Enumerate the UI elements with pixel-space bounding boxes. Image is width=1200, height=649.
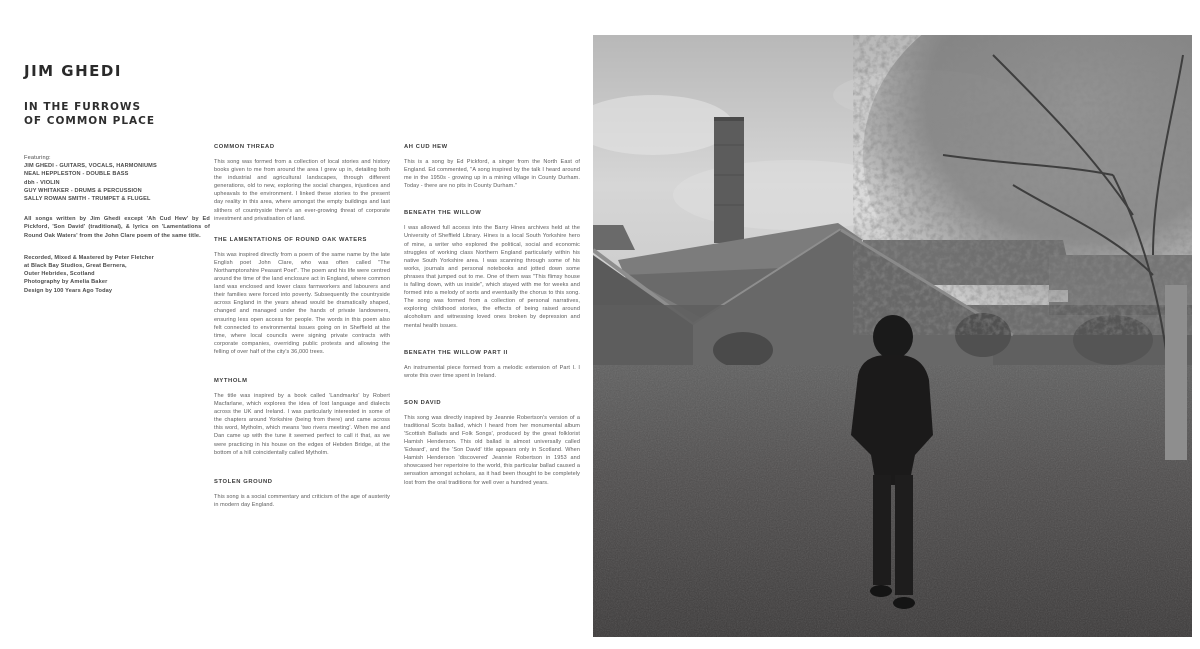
credits-column (24, 62, 210, 307)
production-credit: Recorded, Mixed & Mastered by Peter Fletcher (24, 254, 155, 261)
song-note-beneath-the-willow (404, 210, 580, 329)
song-description: This song is a social commentary and criticism of the age of austerity in modern day England. (214, 493, 390, 508)
production-credit: Design by 100 Years Ago Today (24, 287, 113, 294)
musician-credit: NEAL HEPPLESTON - DOUBLE BASS (24, 171, 129, 178)
song-note-son-david (404, 400, 580, 487)
song-note-stolen-ground (214, 479, 390, 509)
musicians-block (24, 154, 210, 203)
song-title: SON DAVID (404, 399, 442, 406)
production-credits (24, 254, 210, 295)
song-description: This was inspired directly from a poem of the same name by the late English poet John Clare, who was often called "The Northamptonshire Peasant Poet". The poem and his life were centred around the time of the land enclosure act in England, where common land was enclosed and lower class farmworkers and labourers and their families were forced into poverty. Subsequently the countryside across England in the years ahead would be dramatically shaped, changed and managed under the hands of private landowners, ensuring less open access for people. The words in this poem also felt connected to environmental issues going on in Sheffield at the time, where local councils were signing private contracts with corporate companies, overriding public protests and allowing the felling of over half of the city's 36,000 trees. (214, 251, 390, 355)
song-note-mytholm (214, 378, 390, 457)
song-note-common-thread (214, 144, 390, 223)
musician-credit: GUY WHITAKER - DRUMS & PERCUSSION (24, 187, 142, 194)
production-credit: at Black Bay Studios, Great Bernera, (24, 263, 127, 270)
production-credit: Outer Hebrides, Scotland (24, 271, 95, 278)
song-title: MYTHOLM (214, 377, 248, 384)
song-description: The title was inspired by a book called 'Landmarks' by Robert Macfarlane, which explores the idea of lost language and dialects across the UK and Ireland. I was particularly interested in some of the chapters around Yorkshire (being from there) and came across this word, Mytholm, which means 'two rivers meeting'. When me and Dan came up with the tune it seemed perfect to call it that, as we were practicing in his house on the edges of Hebden Bridge, at the bottom of a hill coincidentally called Mytholm. (214, 392, 390, 456)
song-title: COMMON THREAD (214, 144, 275, 150)
tree-trunk (1165, 285, 1187, 460)
song-title: AH CUD HEW (404, 144, 448, 150)
person-walking-in-field-photo (593, 35, 1192, 637)
song-description: This song was directly inspired by Jeannie Robertson's version of a traditional Scots ballad, which I heard from her monumental album 'Scottish Ballads and Folk Songs', produced by the great folklorist Hamish Henderson. This old ballad is almost universally called 'Edward', and the 'Son David' title appears only in Scotland. When Hamish Henderson 'discovered' Jeannie Robertson in 1953 and showcased her repertoire to the world, this particular ballad caused a sensation amongst scholars, as it had been thought to be completely lost from the oral traditions for well over a hundred years. (404, 414, 580, 486)
album-title (24, 100, 210, 128)
song-note-beneath-the-willow-part-ii (404, 350, 580, 380)
song-description: An instrumental piece formed from a melodic extension of Part I. I wrote this over time spent in Ireland. (404, 364, 580, 379)
song-description: This is a song by Ed Pickford, a singer from the North East of England. Ed commented, "A song inspired by the talk I heard around me in the 1950s - growing up in a mining village in County Durham. Today - there are no pits in County Durham." (404, 159, 580, 190)
album-title-line-2: OF COMMON PLACE (24, 115, 156, 127)
credits-block (24, 154, 210, 295)
songwriting-credit: All songs written by Jim Ghedi except 'Ah Cud Hew' by Ed Pickford, 'Son David' (traditional), & lyrics on 'Lamentations of Round Oak Waters' from the John Clare poem of the same title. (24, 216, 210, 239)
album-title-line-1: IN THE FURROWS (24, 101, 142, 113)
album-photo (593, 35, 1192, 637)
song-title: THE LAMENTATIONS OF ROUND OAK WATERS (214, 236, 367, 243)
song-note-ah-cud-hew (404, 144, 580, 190)
artist-name: JIM GHEDI (24, 62, 122, 80)
musician-credit: dbh - VIOLIN (24, 179, 60, 186)
song-notes-column-2 (404, 144, 580, 503)
chimney (714, 117, 744, 243)
song-description: This song was formed from a collection of local stories and history books given to me from around the area I grew up in, detailing both the industrial and agricultural landscapes, through different generations, old to new, exploring the social changes, injustices and upheavals to the environment. I linked these stories to the present day reality in this area, where amongst the empty buildings and last slithers of countryside there's an ever-growing threat of corporate investment and privatisation of land. (214, 159, 390, 222)
musician-credit: JIM GHEDI - GUITARS, VOCALS, HARMONIUMS (24, 163, 157, 170)
musician-credit: SALLY ROWAN SMITH - TRUMPET & FLUGEL (24, 196, 151, 203)
song-title: STOLEN GROUND (214, 478, 273, 485)
song-notes-column-1 (214, 144, 390, 525)
song-title: BENEATH THE WILLOW PART II (404, 349, 508, 356)
song-description: I was allowed full access into the Barry Hines archives held at the University of Sheffield Library. Hines is a local South Yorkshire hero of mine, a writer who explored the political, social and economic struggles of working class Northern England particularly within his native South Yorkshire area. I was scanning through some of his works, journals and personal notebooks and jotted down some phrases that jumped out to me. One of them was "This flimsy house is falling down, with us inside", which stayed with me for weeks and formed into a melody of sorts and eventually the chorus to this song. The song was formed from a collection of personal narratives, exploring childhood stories, the effects of being raised around alcoholism and witnessing loved ones broken by depression and mental health issues. (404, 225, 580, 329)
featuring-label: Featuring: (24, 155, 51, 161)
production-credit: Photography by Amelia Baker (24, 279, 108, 286)
song-title: BENEATH THE WILLOW (404, 210, 482, 217)
song-note-lamentations (214, 237, 390, 356)
